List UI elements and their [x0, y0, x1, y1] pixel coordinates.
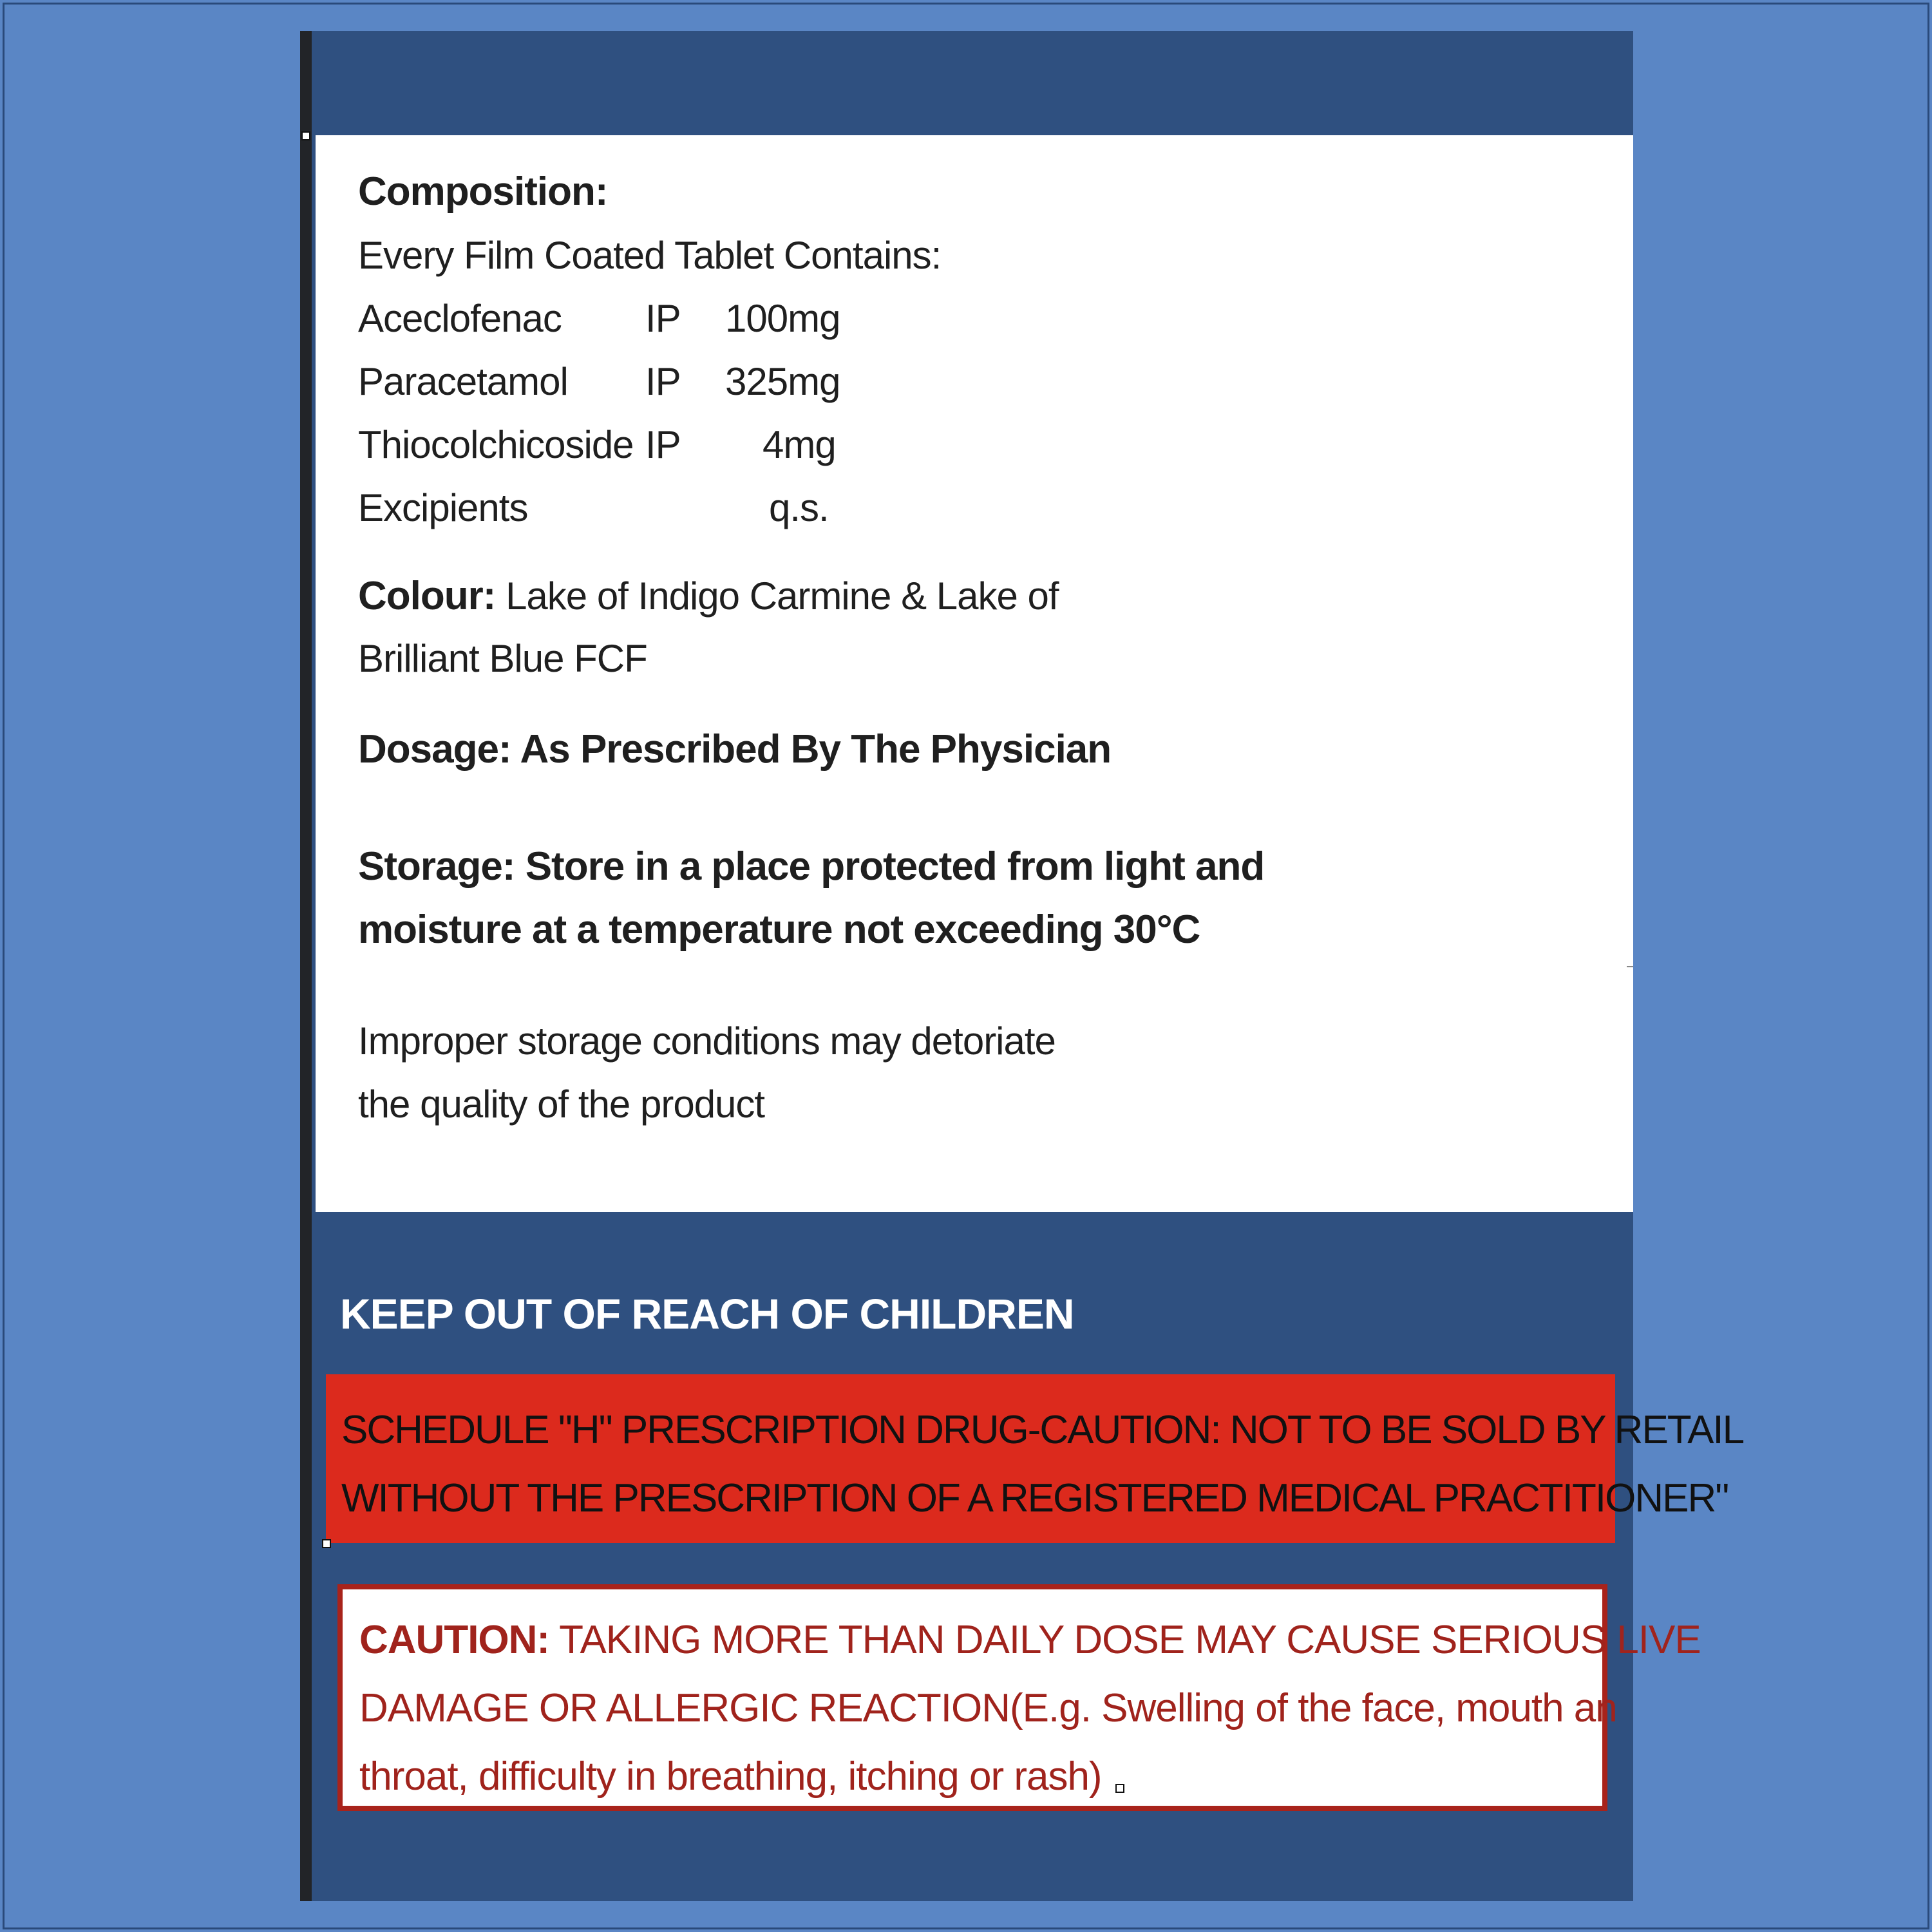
- colour-line-1: [358, 573, 1059, 619]
- keep-out-warning: KEEP OUT OF REACH OF CHILDREN: [340, 1290, 1074, 1338]
- edge-tick: [1627, 966, 1633, 967]
- schedule-line-1: SCHEDULE "H" PRESCRIPTION DRUG-CAUTION: NOT TO BE SOLD BY RETAIL: [341, 1408, 1744, 1452]
- composition-subheading: Every Film Coated Tablet Contains:: [358, 234, 942, 277]
- ingredient-amount: q.s.: [769, 486, 829, 529]
- selection-handle[interactable]: [1115, 1784, 1124, 1793]
- caution-box: [337, 1584, 1701, 1811]
- caution-line-1-text: TAKING MORE THAN DAILY DOSE MAY CAUSE SERIOUS LIVE: [549, 1618, 1701, 1662]
- ingredient-amount: 325mg: [725, 360, 840, 403]
- colour-line-2: Brilliant Blue FCF: [358, 637, 647, 680]
- ingredient-amount: 4mg: [762, 423, 836, 466]
- ingredient-amount: 100mg: [725, 297, 840, 340]
- ingredient-name: Paracetamol: [358, 360, 568, 403]
- ingredient-standard: IP: [645, 423, 681, 466]
- storage-line-2: moisture at a temperature not exceeding 30°C: [358, 907, 1200, 952]
- caution-line-3: throat, difficulty in breathing, itching or rash): [359, 1754, 1102, 1799]
- colour-label: Colour:: [358, 574, 496, 618]
- caution-line-1: [359, 1606, 1701, 1674]
- ingredient-name: Aceclofenac: [358, 297, 562, 340]
- ingredient-name: Excipients: [358, 486, 528, 529]
- caution-label: CAUTION:: [359, 1618, 550, 1662]
- composition-heading: Composition:: [358, 169, 608, 214]
- colour-value: Lake of Indigo Carmine & Lake of: [506, 574, 1059, 618]
- improper-line-1: Improper storage conditions may detoriate: [358, 1019, 1056, 1063]
- selection-handle[interactable]: [322, 1539, 331, 1548]
- ingredient-name: Thiocolchicoside: [358, 423, 634, 466]
- schedule-h-warning: [326, 1374, 1744, 1543]
- caution-line-2: DAMAGE OR ALLERGIC REACTION(E.g. Swelling of the face, mouth an: [359, 1686, 1617, 1730]
- dosage-text: Dosage: As Prescribed By The Physician: [358, 727, 1112, 772]
- schedule-line-2: WITHOUT THE PRESCRIPTION OF A REGISTERED MEDICAL PRACTITIONER": [341, 1476, 1728, 1520]
- improper-line-2: the quality of the product: [358, 1083, 765, 1126]
- ingredient-standard: IP: [645, 360, 681, 403]
- ingredient-standard: IP: [645, 297, 681, 340]
- selection-handle[interactable]: [301, 131, 310, 140]
- left-rule: [300, 31, 312, 1901]
- storage-line-1: Storage: Store in a place protected from light and: [358, 844, 1265, 889]
